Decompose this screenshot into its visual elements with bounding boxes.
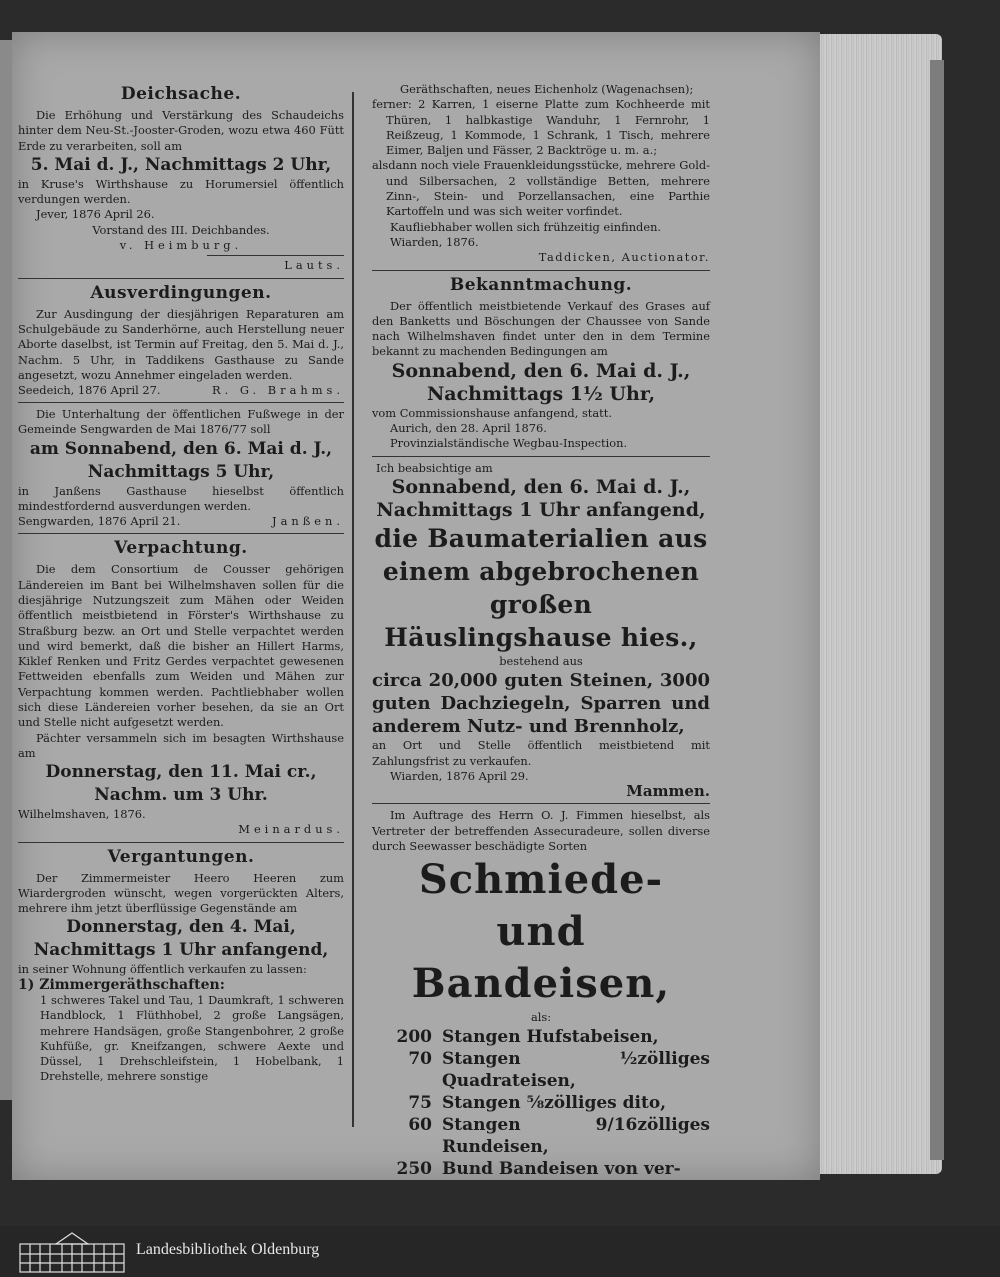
deichsache-body2: in Kruse's Wirthshause zu Horumersiel öffentlich verdungen werden. (18, 176, 344, 207)
heading-ausverdingungen: Ausverdingungen. (90, 282, 272, 303)
notice-verpachtung (18, 538, 344, 837)
notice-schmiede (372, 808, 710, 1179)
deichsache-place-date: Jever, 1876 April 26. (36, 207, 155, 222)
deichsache-date: 5. Mai d. J., Nachmittags 2 Uhr, (30, 154, 332, 175)
bekanntmachung-body: Der öffentlich meistbietende Verkauf des Grases auf den Banketts und Böschungen der Chaussee von Sande nach Wilhelmshaven findet unter den in dem Termine bekannt zu machenden Bedingungen am (372, 298, 710, 359)
continuation-line1: Geräthschaften, neues Eichenholz (Wagenachsen); (400, 82, 694, 96)
section-divider (18, 278, 344, 279)
notice-vergantungen (18, 847, 344, 1085)
schmiede-item-desc: Stangen ⅝zölliges dito, (442, 1092, 667, 1113)
ausverdingungen-body: Zur Ausdingung der diesjährigen Reparaturen am Schulgebäude zu Sanderhörne, auch Herstellung neuer Aborte daselbst, ist Termin auf Freitag, den 5. Mai d. J., Nachm. 5 Uhr, in Taddikens Gasthause zu Sande angesetzt, wozu Annehmer eingeladen werden. (18, 306, 344, 382)
verpachtung-body2: Pächter versammeln sich im besagten Wirthshause am (18, 730, 344, 760)
schmiede-item-desc: Bund Bandeisen von ver- (442, 1158, 681, 1179)
library-name: Landesbibliothek Oldenburg (136, 1241, 320, 1258)
fusswege-signature-row (18, 514, 344, 529)
baumaterialien-time: Nachmittags 1 Uhr anfangend, (376, 498, 706, 521)
deichsache-body: Die Erhöhung und Verstärkung des Schaudeichs hinter dem Neu-St.-Jooster-Groden, wozu etwa 460 Fütt Erde zu verarbeiten, soll am (18, 108, 344, 153)
bekanntmachung-body2: vom Commissionshause anfangend, statt. (372, 405, 612, 420)
section-divider (372, 270, 710, 271)
schmiede-item (372, 1114, 710, 1158)
verpachtung-date: Donnerstag, den 11. Mai cr., (45, 762, 317, 783)
page-stack (812, 34, 942, 1174)
schmiede-item (372, 1158, 710, 1180)
bekanntmachung-signer: Provinzialständische Wegbau-Inspection. (390, 436, 628, 451)
notice-baumaterialien (372, 461, 710, 800)
schmiede-title2: Bandeisen, (411, 960, 671, 1008)
schmiede-item-qty: 60 (408, 1114, 432, 1135)
continuation-line2: ferner: 2 Karren, 1 eiserne Platte zum Kochheerde mit Thüren, 1 halbkastige Wanduhr, 1 Fernrohr, 1 Reißzeug, 1 Kommode, 1 Schrank, 1 Tisch, mehrere Eimer, Baljen und Fässer, 2 Backtröge u. m. a.; (372, 97, 710, 158)
heading-bekanntmachung: Bekanntmachung. (449, 274, 633, 295)
continuation-line4: Kaufliebhaber wollen sich frühzeitig einfinden. (390, 219, 662, 234)
verpachtung-place-date: Wilhelmshaven, 1876. (18, 807, 146, 822)
heading-deichsache: Deichsache. (120, 84, 242, 104)
notice-bekanntmachung (372, 275, 710, 452)
heading-vergantungen: Vergantungen. (107, 846, 255, 867)
column-divider (352, 92, 354, 1127)
library-footer (0, 1226, 1000, 1277)
ausverdingungen-signer: R. G. Brahms. (212, 383, 344, 398)
section-divider (18, 402, 344, 403)
left-column (18, 82, 344, 1085)
baumaterialien-body2: an Ort und Stelle öffentlich meistbietend mit Zahlungsfrist zu verkaufen. (372, 738, 710, 768)
fusswege-body: Die Unterhaltung der öffentlichen Fußwege in der Gemeinde Sengwarden de Mai 1876/77 soll (18, 407, 344, 437)
vergantungen-items: 1 schweres Takel und Tau, 1 Daumkraft, 1 schweren Handblock, 1 Flüthhobel, 2 große Langsägen, mehrere Handsägen, große Stangenbohrer, 2 große Kuhfüße, gr. Kneifzangen, schwere Aexte und Düssel, 1 Drehschleifstein, 1 Hobelbank, 1 Drehstelle, mehrere sonstige (40, 992, 344, 1084)
schmiede-body: Im Auftrage des Herrn O. J. Fimmen hieselbst, als Vertreter der betreffenden Assecuradeure, sollen diverse durch Seewasser beschädigte Sorten (372, 808, 710, 854)
deichsache-signer: v. Heimburg. (119, 238, 243, 253)
verpachtung-body: Die dem Consortium de Cousser gehörigen Ländereien im Bant bei Wilhelmshaven sollen für die diesjährige Nutzungszeit zum Mähen oder Weiden öffentlich meistbietend in Förster's Wirthshause zu Straßburg bezw. an Ort und Stelle verpachtet werden und wird bemerkt, daß die bisher an Hillert Harms, Kiklef Renken und Fritz Gerdes verpachtet gewesenen Fettweiden ebenfalls zum Weiden und Mähen zur Verpachtung kommen werden. Pachtliebhaber wollen sich diese Ländereien vorher besehen, da sie an Ort und Stelle nicht aufgesetzt werden. (18, 562, 344, 730)
fusswege-signer: Janßen. (272, 514, 344, 529)
baumaterialien-title3: Häuslingshause hies., (384, 622, 698, 652)
baumaterialien-consisting: bestehend aus (499, 653, 583, 668)
schmiede-item (372, 1092, 710, 1114)
vergantungen-subheading: 1) Zimmergeräthschaften: (18, 976, 225, 993)
library-building-icon (18, 1230, 126, 1274)
deichsache-board: Vorstand des III. Deichbandes. (92, 222, 270, 237)
schmiede-als: als: (530, 1010, 552, 1025)
vergantungen-date: Donnerstag, den 4. Mai, (66, 917, 296, 938)
baumaterialien-title1: die Baumaterialien aus (374, 523, 708, 553)
notice-deichsache (18, 84, 344, 274)
schmiede-item-desc: Stangen Hufstabeisen, (442, 1026, 659, 1047)
bekanntmachung-time: Nachmittags 1½ Uhr, (426, 382, 656, 405)
ausverdingungen-signature-row (18, 383, 344, 398)
page-stack-shadow (930, 60, 944, 1160)
schmiede-item-qty: 250 (396, 1158, 432, 1179)
continuation-place-date: Wiarden, 1876. (390, 234, 479, 249)
schmiede-item-desc: Stangen 9/16zölliges Rundeisen, (442, 1114, 710, 1157)
continuation-signer: Taddicken, Auctionator. (538, 250, 710, 265)
vergantungen-body: Der Zimmermeister Heero Heeren zum Wiardergroden wünscht, wegen vorgerückten Alters, mehrere ihm jetzt überflüssige Gegenstände am (18, 870, 344, 916)
fusswege-place-date: Sengwarden, 1876 April 21. (18, 514, 181, 529)
continuation-line3: alsdann noch viele Frauenkleidungsstücke, mehrere Gold- und Silbersachen, 2 vollständige Betten, mehrere Zinn-, Stein- und Porzellansachen, eine Parthie Kartoffeln und was sich weiter vorfindet. (372, 158, 710, 219)
schmiede-item (372, 1026, 710, 1048)
schmiede-item-desc: Stangen ½zölliges Quadrateisen, (442, 1048, 710, 1091)
schmiede-item-qty: 75 (408, 1092, 432, 1113)
section-divider (372, 803, 710, 804)
fusswege-body2: in Janßens Gasthause hieselbst öffentlich mindestfordernd ausverdungen werden. (18, 483, 344, 514)
baumaterialien-title2: einem abgebrochenen großen (382, 556, 700, 619)
vergantungen-time: Nachmittags 1 Uhr anfangend, (33, 940, 329, 961)
bekanntmachung-place-date: Aurich, den 28. April 1876. (390, 421, 547, 436)
section-divider (18, 842, 344, 843)
signature-rule (207, 255, 344, 256)
bekanntmachung-date: Sonnabend, den 6. Mai d. J., (391, 359, 691, 382)
fusswege-date: am Sonnabend, den 6. Mai d. J., (29, 438, 333, 459)
schmiede-item-qty: 200 (396, 1026, 432, 1047)
baumaterialien-intro: Ich beabsichtige am (376, 460, 493, 475)
schmiede-item (372, 1048, 710, 1092)
heading-verpachtung: Verpachtung. (114, 538, 248, 559)
right-column (372, 82, 710, 1180)
baumaterialien-signer: Mammen. (626, 782, 710, 801)
notice-ausverdingungen (18, 283, 344, 398)
fusswege-time: Nachmittags 5 Uhr, (87, 461, 275, 482)
notice-continuation (372, 82, 710, 266)
ausverdingungen-place-date: Seedeich, 1876 April 27. (18, 383, 161, 398)
baumaterialien-place-date: Wiarden, 1876 April 29. (390, 768, 529, 783)
verpachtung-signature-row (18, 807, 344, 822)
schmiede-title1: Schmiede- und (418, 856, 664, 956)
verpachtung-signer: Meinardus. (238, 822, 344, 837)
section-divider (372, 456, 710, 457)
verpachtung-time: Nachm. um 3 Uhr. (94, 785, 268, 806)
vergantungen-body2: in seiner Wohnung öffentlich verkaufen zu lassen: (18, 962, 307, 977)
deichsache-signer2: Lauts. (284, 258, 344, 273)
baumaterialien-date: Sonnabend, den 6. Mai d. J., (391, 475, 691, 498)
section-divider (18, 533, 344, 534)
notice-fusswege (18, 407, 344, 529)
schmiede-item-qty: 70 (408, 1048, 432, 1069)
baumaterialien-list: circa 20,000 guten Steinen, 3000 guten Dachziegeln, Sparren und anderem Nutz- und Brennholz, (372, 670, 710, 738)
